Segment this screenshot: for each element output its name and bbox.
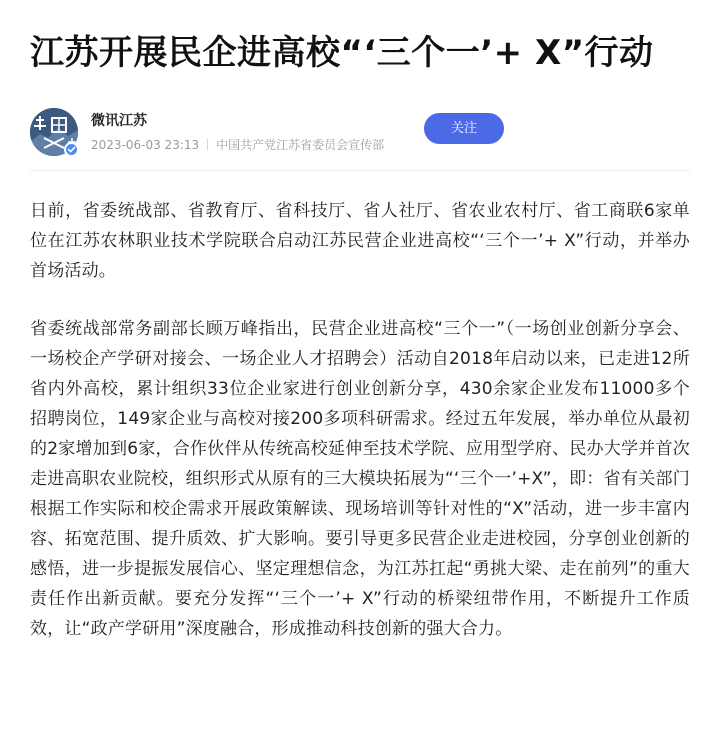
author-name[interactable]: 微讯江苏 [91, 113, 147, 129]
paragraph-2: 省委统战部常务副部长顾万峰指出，民营企业进高校“三个一”（一场创业创新分享会、一场校企产学研对接会、一场企业人才招聘会）活动自2018年启动以来，已走进12所省内外高校，累计组织33位企业家进行创业创新分享，430余家企业发布11000多个招聘岗位，149家企业与高校对接200多项科研需求。经过五年发展，举办单位从最初的2家增加到6家，合作伙伴从传统高校延伸至技术学院、应用型学府、民办大学并首次走进高职农业院校，组织形式从原有的三大模块拓展为“‘三个一’+X”，即：省有关部门根据工作实际和校企需求开展政策解读、现场培训等针对性的“X”活动，进一步丰富内容、拓宽范围、提升质效、扩大影响。要引导更多民营企业走进校园，分享创业创新的感悟，进一步提振发展信心、坚定理想信念，为江苏扛起“勇挑大梁、走在前列”的重大责任作出新贡献。要充分发挥“‘三个一’+ X”行动的桥梁纽带作用，不断提升工作质效，让“政产学研用”深度融合，形成推动科技创新的强大合力。 [30, 319, 690, 639]
article-title: 江苏开展民企进高校“‘三个一’+ X”行动 [30, 33, 654, 73]
paragraph-1: 日前，省委统战部、省教育厅、省科技厅、省人社厅、省农业农村厅、省工商联6家单位在江苏农林职业技术学院联合启动江苏民营企业进高校“‘三个一’+ X”行动，并举办首场活动。 [30, 201, 690, 281]
meta-divider [207, 139, 208, 150]
header-divider [30, 170, 690, 171]
publish-date: 2023-06-03 23:13 [91, 138, 200, 152]
verified-badge-icon [64, 142, 79, 157]
article-source: 中国共产党江苏省委员会宣传部 [216, 138, 385, 152]
author-row [30, 106, 690, 160]
article-body [30, 196, 690, 644]
follow-button[interactable]: 关注 [424, 113, 504, 144]
article [30, 26, 690, 672]
article-meta [91, 136, 384, 153]
